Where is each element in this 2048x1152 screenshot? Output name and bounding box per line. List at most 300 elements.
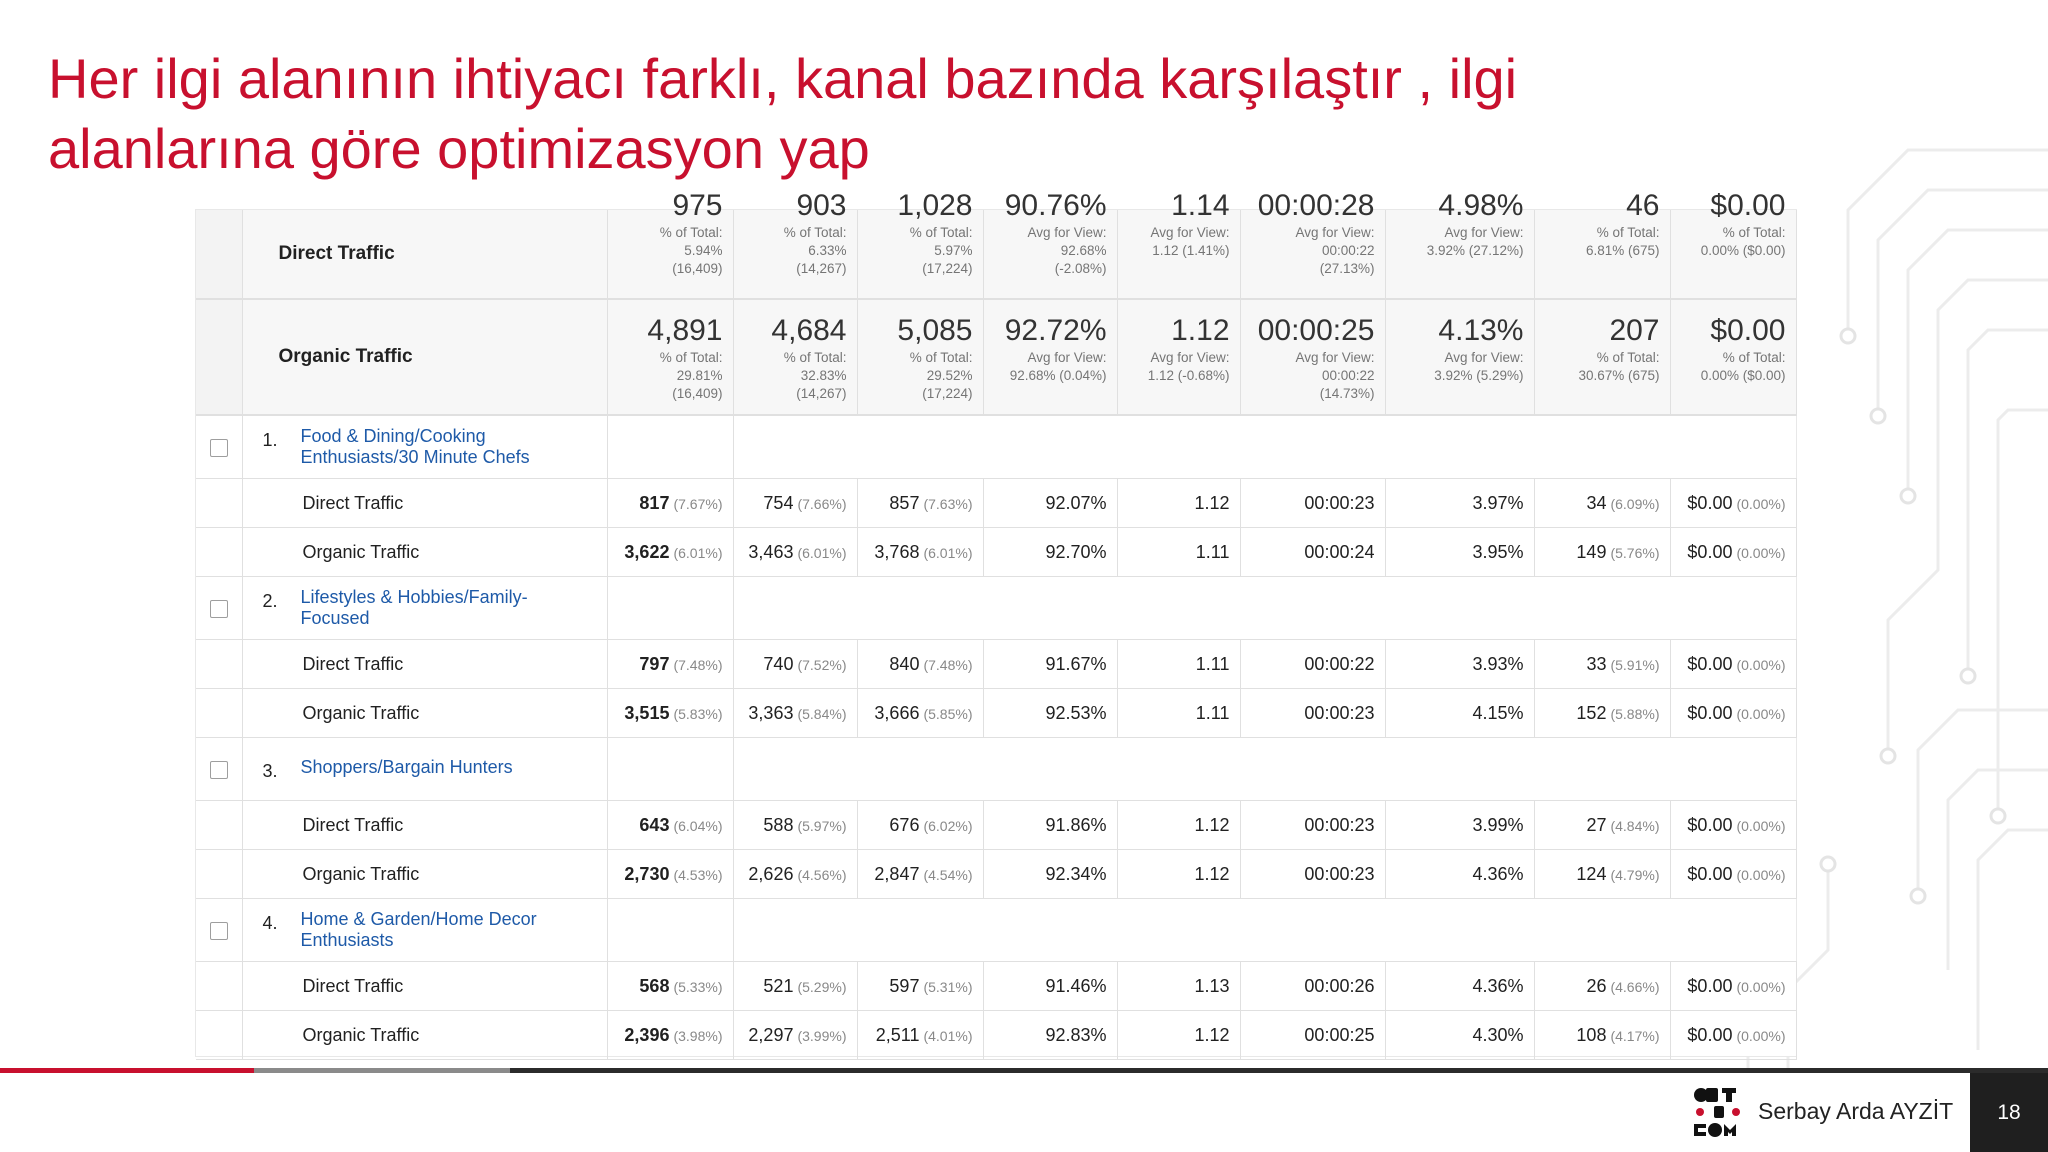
- metric-cell: [733, 528, 857, 577]
- metric-cell: [607, 1011, 733, 1060]
- table-row: [196, 1011, 1796, 1060]
- summary-metric-subtext: 1.12 (1.41%): [1152, 243, 1230, 258]
- analytics-report-table: [196, 189, 1796, 1056]
- summary-metric-subtext: % of Total:: [1722, 350, 1786, 365]
- metric-cell: [1670, 801, 1796, 850]
- author-name: Serbay Arda AYZİT: [1758, 1098, 1954, 1124]
- metric-cell: [983, 689, 1117, 738]
- summary-metric-subtext: (16,409): [672, 261, 723, 276]
- summary-metric: [608, 188, 733, 276]
- metric-percent: (5.83%): [673, 705, 723, 722]
- summary-metric-subtext: (17,224): [922, 261, 973, 276]
- metric-percent: (6.02%): [923, 817, 973, 834]
- metric-percent: (5.88%): [1610, 705, 1660, 722]
- row-check-cell: [196, 640, 242, 689]
- summary-metric: [1118, 188, 1240, 276]
- metric-cell: [983, 1011, 1117, 1060]
- segment-link[interactable]: Home & Garden/Home Decor Enthusiasts: [300, 909, 537, 950]
- segment-check-cell: [196, 577, 242, 640]
- metric-percent: (4.17%): [1610, 1027, 1660, 1044]
- segment-name-cell: [242, 899, 607, 962]
- metric-cell: [857, 962, 983, 1011]
- metric-percent: (5.91%): [1610, 656, 1660, 673]
- metric-percent: (7.63%): [923, 495, 973, 512]
- summary-metric-subtext: (14,267): [796, 261, 847, 276]
- metric-value: 1.11: [1195, 702, 1230, 723]
- summary-label: Direct Traffic: [242, 210, 607, 299]
- metric-cell: [1117, 1011, 1240, 1060]
- slide-progress-bar: [0, 1068, 2048, 1073]
- metric-value: 3.97%: [1472, 492, 1524, 513]
- metric-percent: (7.66%): [797, 495, 847, 512]
- summary-metric-value: 975: [672, 189, 723, 222]
- metric-value: 3.99%: [1472, 814, 1524, 835]
- table-row: [196, 479, 1796, 528]
- metric-cell: [607, 640, 733, 689]
- summary-metric-value: 00:00:28: [1257, 189, 1375, 222]
- metric-cell: [733, 801, 857, 850]
- metric-value: 108: [1576, 1024, 1607, 1045]
- metric-value: 34: [1586, 492, 1607, 513]
- metric-value: 3,666: [874, 702, 920, 723]
- segment-empty-cell: [733, 899, 1796, 962]
- metric-value: $0.00: [1687, 541, 1733, 562]
- summary-metric-value: 903: [796, 189, 847, 222]
- summary-metric-subtext: % of Total:: [783, 225, 847, 240]
- row-check-cell: [196, 528, 242, 577]
- metric-value: 1.12: [1194, 492, 1230, 513]
- summary-metric-value: $0.00: [1710, 189, 1786, 222]
- segment-row: [196, 899, 1796, 962]
- segment-checkbox[interactable]: [210, 439, 228, 457]
- metric-cell: [1385, 640, 1534, 689]
- summary-metric-subtext: 6.81% (675): [1585, 243, 1660, 258]
- summary-metric-cell: [983, 189, 1117, 299]
- summary-metric-subtext: (16,409): [672, 386, 723, 401]
- metric-percent: (4.56%): [797, 866, 847, 883]
- metric-cell: [1385, 962, 1534, 1011]
- table-row: [196, 850, 1796, 899]
- metric-percent: (0.00%): [1736, 705, 1786, 722]
- metric-value: 1.11: [1195, 541, 1230, 562]
- metric-value: 2,730: [624, 863, 670, 884]
- metric-cell: [733, 689, 857, 738]
- metric-percent: (0.00%): [1736, 544, 1786, 561]
- summary-metric-value: 46: [1626, 189, 1660, 222]
- summary-metric-value: 4.98%: [1438, 189, 1524, 222]
- summary-metric-cell: [1534, 299, 1670, 415]
- metric-value: 568: [639, 975, 670, 996]
- summary-metric: [1535, 188, 1670, 276]
- metric-cell: [1670, 850, 1796, 899]
- summary-metric-cell: [1117, 299, 1240, 415]
- summary-metric-cell: [1117, 189, 1240, 299]
- metric-cell: [1534, 962, 1670, 1011]
- metric-cell: [983, 850, 1117, 899]
- summary-metric-subtext: 00:00:22: [1321, 243, 1375, 258]
- summary-metric-value: 90.76%: [1004, 189, 1107, 222]
- summary-metric-cell: [733, 299, 857, 415]
- metric-percent: (0.00%): [1736, 1027, 1786, 1044]
- metric-cell: [1117, 850, 1240, 899]
- metric-value: 92.53%: [1045, 702, 1107, 723]
- metric-cell: [983, 479, 1117, 528]
- metric-percent: (5.85%): [923, 705, 973, 722]
- metric-cell: [983, 962, 1117, 1011]
- metric-percent: (0.00%): [1736, 866, 1786, 883]
- summary-metric-subtext: 29.81%: [676, 368, 723, 383]
- metric-cell: [1385, 689, 1534, 738]
- summary-metric-subtext: % of Total:: [783, 350, 847, 365]
- table-row: [196, 640, 1796, 689]
- metric-cell: [1117, 479, 1240, 528]
- metric-cell: [1670, 528, 1796, 577]
- metric-value: 2,511: [875, 1024, 920, 1045]
- summary-row: [196, 299, 1796, 415]
- segment-checkbox[interactable]: [210, 922, 228, 940]
- segment-link[interactable]: Food & Dining/Cooking Enthusiasts/30 Minute Chefs: [300, 426, 530, 467]
- summary-metric: [1118, 300, 1240, 427]
- summary-metric-value: 4.13%: [1438, 314, 1524, 347]
- metric-value: 91.67%: [1045, 653, 1107, 674]
- metric-value: $0.00: [1687, 702, 1733, 723]
- metric-cell: [1117, 640, 1240, 689]
- optcom-logo: [1692, 1086, 1750, 1138]
- metric-percent: (4.53%): [673, 866, 723, 883]
- metric-value: $0.00: [1687, 814, 1733, 835]
- summary-metric-subtext: Avg for View:: [1150, 225, 1230, 240]
- metric-cell: [1240, 850, 1385, 899]
- metric-value: 4.15%: [1472, 702, 1524, 723]
- summary-metric-cell: [857, 189, 983, 299]
- summary-metric-subtext: Avg for View:: [1295, 225, 1375, 240]
- metric-percent: (5.76%): [1610, 544, 1660, 561]
- metric-value: 92.34%: [1045, 863, 1107, 884]
- summary-label: Organic Traffic: [242, 299, 607, 415]
- metric-percent: (6.09%): [1610, 495, 1660, 512]
- metric-percent: (5.84%): [797, 705, 847, 722]
- metric-percent: (6.01%): [673, 544, 723, 561]
- summary-metric-subtext: 3.92% (27.12%): [1426, 243, 1524, 258]
- summary-metric-subtext: 92.68% (0.04%): [1009, 368, 1107, 383]
- metric-value: 00:00:25: [1304, 1024, 1375, 1045]
- metric-value: 676: [889, 814, 920, 835]
- metric-cell: [607, 801, 733, 850]
- segment-name-cell: [242, 577, 607, 640]
- metric-percent: (7.48%): [673, 656, 723, 673]
- row-check-cell: [196, 850, 242, 899]
- summary-metric: [1671, 300, 1796, 427]
- metric-value: 00:00:26: [1304, 975, 1375, 996]
- metric-percent: (0.00%): [1736, 495, 1786, 512]
- summary-metric-subtext: Avg for View:: [1150, 350, 1230, 365]
- summary-metric-subtext: Avg for View:: [1295, 350, 1375, 365]
- metric-percent: (5.31%): [923, 978, 973, 995]
- metric-value: 1.12: [1194, 814, 1230, 835]
- summary-metric: [1386, 300, 1534, 427]
- segment-checkbox[interactable]: [210, 600, 228, 618]
- summary-metric-value: 1.14: [1171, 189, 1230, 222]
- summary-metric-value: 1.12: [1171, 314, 1230, 347]
- metric-value: 521: [763, 975, 794, 996]
- metric-percent: (4.54%): [923, 866, 973, 883]
- metric-cell: [607, 689, 733, 738]
- row-check-cell: [196, 479, 242, 528]
- metric-value: $0.00: [1687, 975, 1733, 996]
- metric-value: 1.12: [1194, 1024, 1230, 1045]
- summary-metric-subtext: (17,224): [922, 386, 973, 401]
- metric-cell: [1240, 1011, 1385, 1060]
- segment-number: 3.: [262, 760, 278, 781]
- metric-cell: [1670, 962, 1796, 1011]
- metric-value: 2,396: [624, 1024, 670, 1045]
- channel-label: Direct Traffic: [242, 640, 607, 689]
- metric-value: 00:00:23: [1304, 492, 1375, 513]
- metric-value: 00:00:24: [1304, 541, 1375, 562]
- summary-metric: [858, 188, 983, 276]
- table-row: [196, 801, 1796, 850]
- summary-metric-subtext: % of Total:: [1722, 225, 1786, 240]
- metric-cell: [607, 962, 733, 1011]
- summary-check-cell: [196, 210, 242, 299]
- metric-cell: [733, 479, 857, 528]
- metric-cell: [1240, 801, 1385, 850]
- summary-metric-subtext: (14.73%): [1319, 386, 1375, 401]
- metric-value: $0.00: [1687, 492, 1733, 513]
- metric-value: 3.95%: [1472, 541, 1524, 562]
- segment-number: 2.: [262, 591, 278, 611]
- metric-cell: [857, 689, 983, 738]
- metric-cell: [733, 640, 857, 689]
- metric-value: 26: [1586, 975, 1607, 996]
- summary-metric-subtext: 32.83%: [800, 368, 847, 383]
- summary-metric-subtext: 30.67% (675): [1578, 368, 1660, 383]
- summary-metric-subtext: (-2.08%): [1054, 261, 1107, 276]
- metric-value: 588: [763, 814, 794, 835]
- segment-spacer-cell: [607, 738, 733, 801]
- metric-percent: (7.52%): [797, 656, 847, 673]
- metric-percent: (4.01%): [923, 1027, 973, 1044]
- row-check-cell: [196, 801, 242, 850]
- metric-cell: [733, 1011, 857, 1060]
- metric-value: $0.00: [1687, 1024, 1733, 1045]
- metric-percent: (7.67%): [673, 495, 723, 512]
- segment-link[interactable]: Shoppers/Bargain Hunters: [300, 756, 513, 777]
- segment-name-cell: [242, 738, 607, 801]
- metric-value: 2,626: [748, 863, 794, 884]
- metric-value: 643: [639, 814, 670, 835]
- summary-metric-cell: [1534, 189, 1670, 299]
- metric-value: 124: [1576, 863, 1607, 884]
- summary-metric-cell: [1670, 189, 1796, 299]
- metric-percent: (7.48%): [923, 656, 973, 673]
- metric-cell: [1117, 962, 1240, 1011]
- segment-check-cell: [196, 738, 242, 801]
- summary-metric-subtext: % of Total:: [659, 225, 723, 240]
- metric-percent: (0.00%): [1736, 817, 1786, 834]
- summary-metric: [734, 188, 857, 276]
- summary-metric-subtext: % of Total:: [1596, 350, 1660, 365]
- summary-metric-value: 4,891: [647, 314, 723, 347]
- metric-cell: [607, 528, 733, 577]
- table-row: [196, 962, 1796, 1011]
- segment-link[interactable]: Lifestyles & Hobbies/Family-Focused: [300, 587, 528, 628]
- metric-cell: [1534, 479, 1670, 528]
- metric-cell: [607, 850, 733, 899]
- channel-label: Organic Traffic: [242, 528, 607, 577]
- metric-value: 149: [1576, 541, 1607, 562]
- row-check-cell: [196, 962, 242, 1011]
- segment-spacer-cell: [607, 577, 733, 640]
- summary-metric-subtext: % of Total:: [909, 350, 973, 365]
- metric-cell: [1670, 640, 1796, 689]
- metric-value: 3,515: [624, 702, 670, 723]
- metric-value: 00:00:23: [1304, 702, 1375, 723]
- metric-cell: [1385, 1011, 1534, 1060]
- metric-cell: [1670, 689, 1796, 738]
- metric-value: $0.00: [1687, 863, 1733, 884]
- metric-percent: (6.04%): [673, 817, 723, 834]
- summary-metric-value: 5,085: [897, 314, 973, 347]
- metric-percent: (0.00%): [1736, 978, 1786, 995]
- metric-value: 3,622: [624, 541, 670, 562]
- summary-metric-subtext: 1.12 (-0.68%): [1147, 368, 1230, 383]
- metric-value: 1.13: [1194, 975, 1230, 996]
- metric-cell: [1240, 640, 1385, 689]
- summary-metric-cell: [857, 299, 983, 415]
- summary-metric: [984, 188, 1117, 276]
- summary-metric-subtext: % of Total:: [659, 350, 723, 365]
- segment-number: 1.: [262, 430, 278, 450]
- summary-metric: [734, 300, 857, 427]
- metric-percent: (5.33%): [673, 978, 723, 995]
- metric-cell: [733, 850, 857, 899]
- summary-metric-cell: [1240, 299, 1385, 415]
- summary-metric-cell: [1385, 189, 1534, 299]
- metric-cell: [1385, 528, 1534, 577]
- metric-value: 92.70%: [1045, 541, 1107, 562]
- metric-percent: (0.00%): [1736, 656, 1786, 673]
- metric-cell: [1117, 801, 1240, 850]
- summary-metric-subtext: (27.13%): [1319, 261, 1375, 276]
- metric-value: 92.07%: [1045, 492, 1107, 513]
- summary-metric-subtext: % of Total:: [1596, 225, 1660, 240]
- metric-cell: [1670, 1011, 1796, 1060]
- channel-label: Organic Traffic: [242, 689, 607, 738]
- summary-metric-cell: [607, 299, 733, 415]
- metric-cell: [1240, 689, 1385, 738]
- segment-empty-cell: [733, 577, 1796, 640]
- metric-cell: [1534, 640, 1670, 689]
- metric-value: 1.11: [1195, 653, 1230, 674]
- metric-value: 1.12: [1194, 863, 1230, 884]
- channel-label: Organic Traffic: [242, 850, 607, 899]
- summary-metric-subtext: 29.52%: [926, 368, 973, 383]
- metric-value: 2,847: [874, 863, 920, 884]
- slide-title: Her ilgi alanının ihtiyacı farklı, kanal bazında karşılaştır , ilgi alanlarına göre optimizasyon yap: [48, 47, 1518, 180]
- metric-cell: [1534, 689, 1670, 738]
- summary-metric-subtext: Avg for View:: [1027, 225, 1107, 240]
- summary-metric-value: 1,028: [897, 189, 973, 222]
- summary-metric-subtext: 3.92% (5.29%): [1434, 368, 1524, 383]
- metric-percent: (4.66%): [1610, 978, 1660, 995]
- summary-metric: [608, 300, 733, 427]
- segment-checkbox[interactable]: [210, 761, 228, 779]
- channel-label: Direct Traffic: [242, 479, 607, 528]
- metric-value: 91.86%: [1045, 814, 1107, 835]
- segment-empty-cell: [733, 738, 1796, 801]
- metric-value: 4.36%: [1472, 975, 1524, 996]
- metric-cell: [857, 479, 983, 528]
- metric-percent: (6.01%): [797, 544, 847, 561]
- table-row: [196, 689, 1796, 738]
- row-check-cell: [196, 1011, 242, 1060]
- metric-cell: [1117, 689, 1240, 738]
- summary-metric-value: 207: [1609, 314, 1660, 347]
- metric-cell: [857, 850, 983, 899]
- segment-check-cell: [196, 415, 242, 479]
- summary-metric-cell: [1385, 299, 1534, 415]
- summary-metric: [984, 300, 1117, 427]
- summary-metric-subtext: (14,267): [796, 386, 847, 401]
- metric-percent: (3.99%): [797, 1027, 847, 1044]
- metric-cell: [983, 640, 1117, 689]
- summary-metric: [1671, 188, 1796, 276]
- metric-percent: (3.98%): [673, 1027, 723, 1044]
- metric-value: 740: [763, 653, 794, 674]
- metric-value: 4.30%: [1472, 1024, 1524, 1045]
- summary-metric: [1535, 300, 1670, 427]
- metric-value: 3,768: [874, 541, 920, 562]
- summary-metric: [1241, 300, 1385, 427]
- metric-cell: [1534, 850, 1670, 899]
- channel-label: Direct Traffic: [242, 962, 607, 1011]
- segment-spacer-cell: [607, 899, 733, 962]
- summary-metric-value: 00:00:25: [1257, 314, 1375, 347]
- metric-value: 840: [889, 653, 920, 674]
- metric-cell: [1117, 528, 1240, 577]
- table-row: [196, 528, 1796, 577]
- metric-cell: [1534, 1011, 1670, 1060]
- metric-value: 3,463: [748, 541, 794, 562]
- progress-segment-gray: [254, 1068, 510, 1073]
- metric-cell: [983, 801, 1117, 850]
- summary-metric-subtext: 5.97%: [934, 243, 973, 258]
- summary-metric-subtext: 00:00:22: [1321, 368, 1375, 383]
- metric-cell: [983, 528, 1117, 577]
- summary-metric-subtext: 0.00% ($0.00): [1700, 368, 1786, 383]
- summary-metric-subtext: % of Total:: [909, 225, 973, 240]
- metric-percent: (4.84%): [1610, 817, 1660, 834]
- metric-cell: [857, 1011, 983, 1060]
- metric-cell: [1240, 962, 1385, 1011]
- summary-metric: [1241, 188, 1385, 276]
- summary-check-cell: [196, 299, 242, 415]
- summary-metric-cell: [733, 189, 857, 299]
- summary-metric-cell: [1240, 189, 1385, 299]
- metric-value: $0.00: [1687, 653, 1733, 674]
- metric-cell: [1240, 479, 1385, 528]
- metric-cell: [1240, 528, 1385, 577]
- metric-value: 91.46%: [1045, 975, 1107, 996]
- metric-value: 92.83%: [1045, 1024, 1107, 1045]
- summary-metric-subtext: 6.33%: [808, 243, 847, 258]
- summary-metric-subtext: 92.68%: [1060, 243, 1107, 258]
- metric-percent: (4.79%): [1610, 866, 1660, 883]
- metric-cell: [1385, 850, 1534, 899]
- metric-cell: [1385, 801, 1534, 850]
- metric-value: 754: [763, 492, 794, 513]
